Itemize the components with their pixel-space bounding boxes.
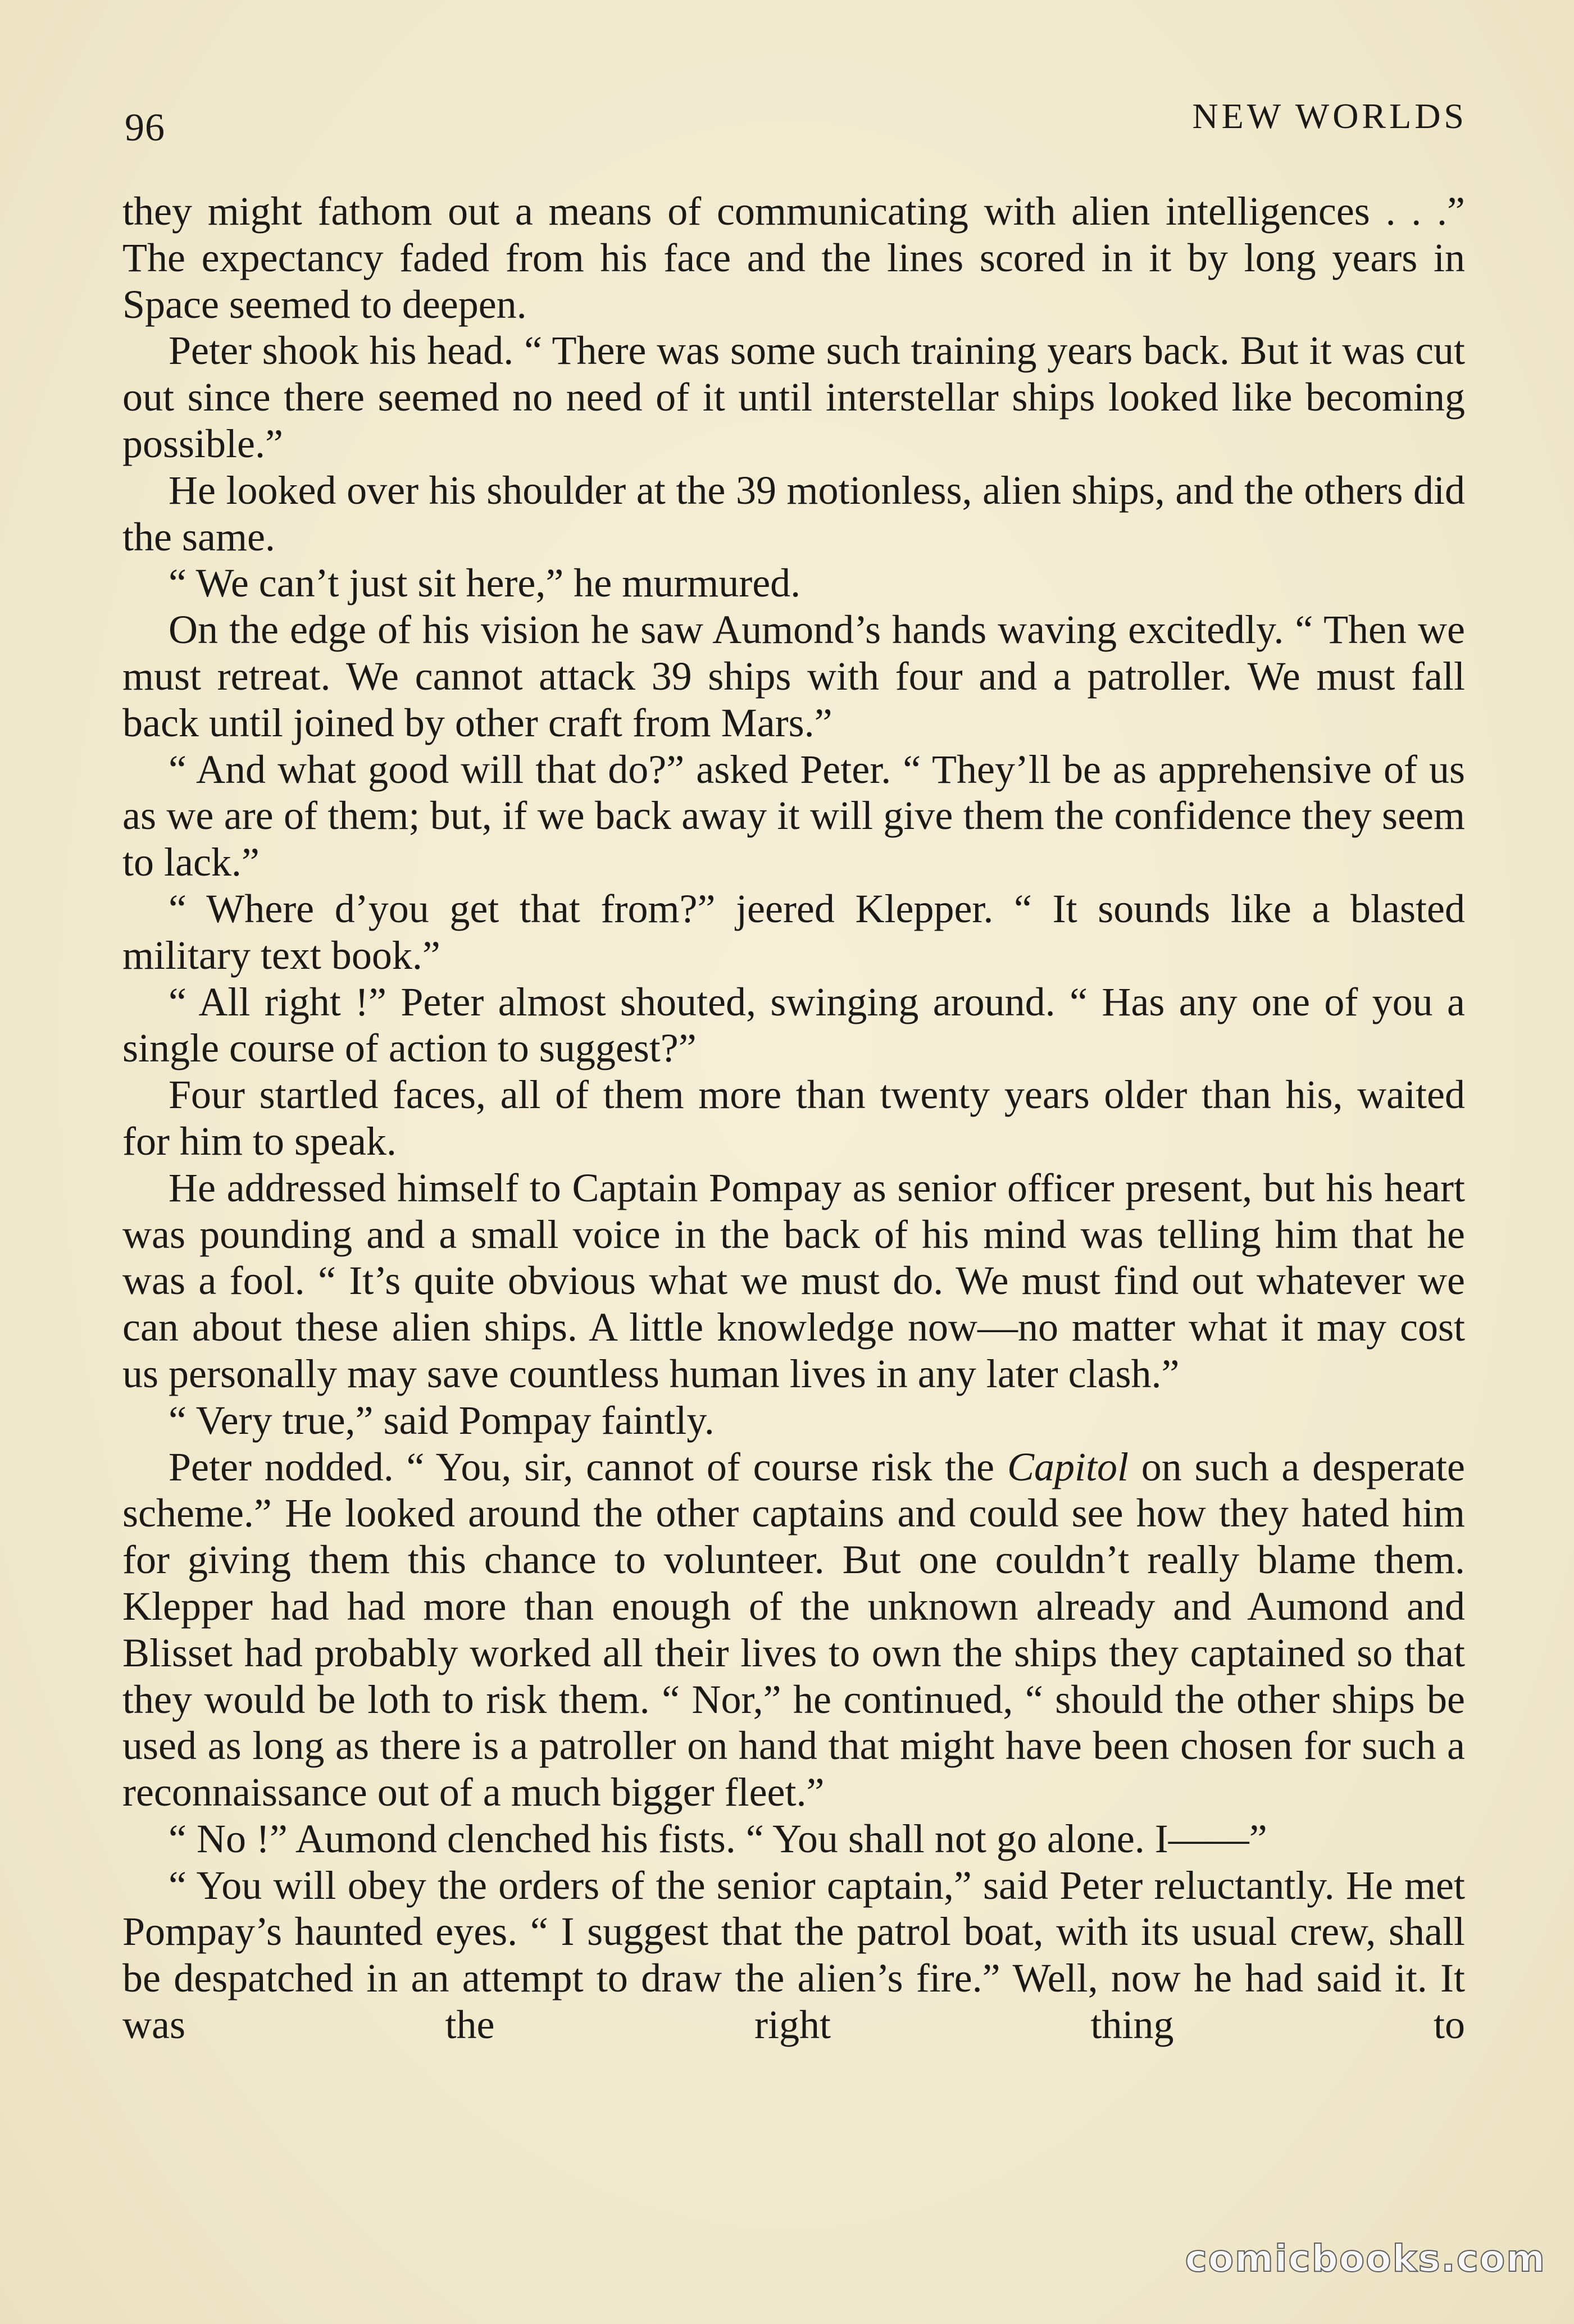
paragraph: He looked over his shoulder at the 39 motionless, alien ships, and the others did the same. bbox=[122, 467, 1465, 559]
paragraph: “ Very true,” said Pompay faintly. bbox=[169, 1397, 715, 1443]
page-header bbox=[125, 95, 1467, 157]
paragraph: He addressed himself to Captain Pompay as senior officer present, but his heart was pounding and a small voice in the back of his mind was telling him that he was a fool. “ It’s quite obvious what we must do. We must find out whatever we can about these alien ships. A little knowledge now—no matter what it may cost us personally may save countless human lives in any later clash.” bbox=[122, 1165, 1465, 1396]
ship-name-italic: Capitol bbox=[1007, 1444, 1129, 1489]
watermark-logo: comicbooks.com bbox=[1185, 2237, 1546, 2280]
paragraph bbox=[122, 1444, 1465, 1816]
paragraph: “ All right !” Peter almost shouted, swinging around. “ Has any one of you a single course of action to suggest?” bbox=[122, 979, 1465, 1071]
page-number: 96 bbox=[125, 106, 165, 149]
paragraph: On the edge of his vision he saw Aumond’s hands waving excitedly. “ Then we must retreat. We cannot attack 39 ships with four and a patroller. We must fall back until joined by other craft from Mars.” bbox=[122, 607, 1465, 745]
paragraph: “ We can’t just sit here,” he murmured. bbox=[169, 561, 801, 606]
paragraph: “ You will obey the orders of the senior captain,” said Peter reluctantly. He met Pompay’s haunted eyes. “ I suggest that the patrol boat, with its usual crew, shall be despatched in an attempt to draw the alien’s fire.” Well, now he had said it. It was the right thing to bbox=[122, 1862, 1465, 2048]
paragraph: “ And what good will that do?” asked Peter. “ They’ll be as apprehensive of us as we are of them; but, if we back away it will give them the confidence they seem to lack.” bbox=[122, 746, 1465, 885]
paragraph: Peter shook his head. “ There was some such training years back. But it was cut out since there seemed no need of it until interstellar ships looked like becoming possible.” bbox=[122, 328, 1465, 466]
paragraph: “ No !” Aumond clenched his fists. “ You shall not go alone. I——” bbox=[169, 1816, 1267, 1861]
paragraph-text: Peter nodded. “ You, sir, cannot of course risk the bbox=[169, 1444, 1007, 1489]
body-text bbox=[122, 188, 1465, 2048]
running-head: NEW WORLDS bbox=[1192, 96, 1467, 136]
paragraph: Four startled faces, all of them more than twenty years older than his, waited for him to speak. bbox=[122, 1072, 1465, 1164]
paragraph: they might fathom out a means of communicating with alien intelligences . . .” The expectancy faded from his face and the lines scored in it by long years in Space seemed to deepen. bbox=[122, 189, 1465, 327]
paragraph-text: on such a desperate scheme.” He looked around the other captains and could see how they hated him for giving them this chance to volunteer. But one couldn’t really blame them. Klepper had had more than enough of the unknown already and Aumond and Blisset had probably worked all their lives to own the ships they captained so that they would be loth to risk them. “ Nor,” he continued, “ should the other ships be used as long as there is a patroller on hand that might have been chosen for such a reconnaissance out of a much bigger fleet.” bbox=[122, 1444, 1465, 1815]
paragraph: “ Where d’you get that from?” jeered Klepper. “ It sounds like a blasted military text book.” bbox=[122, 886, 1465, 978]
